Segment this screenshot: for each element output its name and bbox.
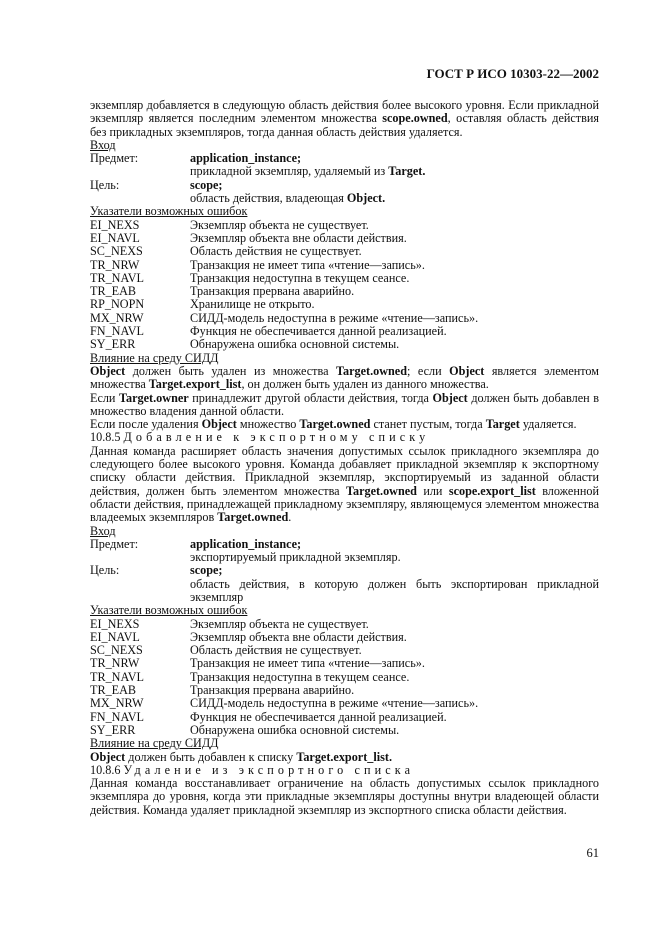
error-desc: Экземпляр объекта вне области действия. [190,629,407,644]
error-desc: Обнаружена ошибка основной системы. [190,337,400,352]
bold-term: Target [485,417,520,432]
text-run: должен быть добавлен к списку [125,749,297,764]
text-run: , он должен быть удален из данного множества. [241,377,489,392]
text-run: должен быть удален из множества [125,363,337,378]
s2-goal-name: scope; [190,563,223,578]
error-row [90,219,599,232]
s2-intro [90,445,599,525]
s1-subject-label: Предмет: [90,151,139,166]
error-code: TR_EAB [90,683,137,698]
error-desc: Область действия не существует. [190,244,362,259]
error-row [90,312,599,325]
error-desc: Экземпляр объекта не существует. [190,616,369,631]
bold-term: Object. [346,191,386,206]
s3-number: 10.8.6 [90,762,121,777]
error-desc: Транзакция не имеет типа «чтение—запись». [190,656,425,671]
s2-errors-label: Указатели возможных ошибок [90,603,248,618]
s2-number: 10.8.5 [90,430,121,445]
s1-input-label: Вход [90,137,116,152]
bold-term: Target. [388,164,426,179]
s2-subject-desc: экспортируемый прикладной экземпляр. [190,550,401,565]
error-code: EI_NAVL [90,230,140,245]
error-code: TR_NAVL [90,669,144,684]
s2-input-label: Вход [90,523,116,538]
error-row [90,285,599,298]
error-code: FN_NAVL [90,709,144,724]
error-desc: СИДД-модель недоступна в режиме «чтение—запись». [190,696,479,711]
error-code: MX_NRW [90,310,144,325]
bold-term: Object [90,363,126,378]
error-row [90,232,599,245]
text-run: множество [236,417,300,432]
effect-paragraph [90,392,599,419]
error-desc: Функция не обеспечивается данной реализацией. [190,324,447,339]
text-run: вложенной области действия, принадлежащей прикладному экземпляру, являющемуся элементом множества владеемых экземпляров [90,483,599,525]
text-run: ; если [407,363,450,378]
error-row [90,644,599,657]
bold-term: Target.owned [299,417,371,432]
error-row [90,711,599,724]
page-header: ГОСТ Р ИСО 10303-22—2002 [426,66,599,81]
error-row [90,259,599,272]
bold-term: Target.owned [345,483,417,498]
error-desc: Транзакция прервана аварийно. [190,284,355,299]
s1-goal-label: Цель: [90,177,120,192]
error-desc: Транзакция не имеет типа «чтение—запись». [190,257,425,272]
error-desc: Хранилище не открыто. [190,297,315,312]
error-row [90,697,599,710]
s3-title: Удаление из экспортного списка [123,762,415,777]
error-desc: Обнаружена ошибка основной системы. [190,722,400,737]
s3-intro: Данная команда восстанавливает ограничение на область допустимых ссылок прикладного экземпляра до уровня, когда эти прикладные экземпляры доступны внутри владеющей области действия. Команда удаляет прикладной экземпляр из экспортного списка области действия. [90,776,599,817]
s1-effect-label: Влияние на среду СИДД [90,350,219,365]
error-row [90,631,599,644]
text-run: Данная команда расширяет область значения допустимых ссылок прикладного экземпляра до следующего более высокого уровня. Команда добавляет прикладной экземпляр к экспортному списку области действия. Прикладной экземпляр, экспортируемый из заданной области действия, должен быть элементом множества [90,443,599,498]
error-row [90,298,599,311]
s1-goal-name: scope; [190,177,223,192]
bold-term: scope.export_list [448,483,536,498]
error-desc: Транзакция недоступна в текущем сеансе. [190,669,410,684]
bold-term: Object [90,749,126,764]
bold-term: scope.owned [382,111,448,126]
s2-subject-name: application_instance; [190,536,302,551]
error-code: EI_NEXS [90,217,140,232]
error-desc: Область действия не существует. [190,643,362,658]
bold-term: Object [449,363,485,378]
error-desc: Экземпляр объекта вне области действия. [190,230,407,245]
error-row [90,338,599,351]
error-code: TR_NRW [90,257,140,272]
bold-term: Target.export_list [148,377,242,392]
error-row [90,245,599,258]
error-row [90,724,599,737]
error-code: TR_EAB [90,284,137,299]
s1-effect-paras [90,365,599,431]
error-code: RP_NOPN [90,297,145,312]
error-code: TR_NRW [90,656,140,671]
s2-title: Добавление к экспортному списку [123,430,430,445]
s2-subject-row [90,538,599,551]
s2-goal-label: Цель: [90,563,120,578]
error-desc: Функция не обеспечивается данной реализацией. [190,709,447,724]
s1-errors-list [90,219,599,352]
bold-term: Target.owned [217,510,289,525]
page-content [90,99,599,817]
error-row [90,671,599,684]
text-run: или [416,483,449,498]
s2-subject-label: Предмет: [90,536,139,551]
error-code: SC_NEXS [90,244,143,259]
s2-goal-row [90,564,599,577]
s1-subject-name: application_instance; [190,151,302,166]
error-code: EI_NEXS [90,616,140,631]
bold-term: Target.owned [336,363,407,378]
s1-goal-desc [90,192,599,205]
error-code: MX_NRW [90,696,144,711]
error-code: TR_NAVL [90,270,144,285]
text-run: принадлежит другой области действия, тогда [188,390,433,405]
error-desc: Экземпляр объекта не существует. [190,217,369,232]
s2-errors-list [90,618,599,738]
s2-heading [90,431,599,444]
bold-term: Target.owner [119,390,189,405]
error-code: SY_ERR [90,722,136,737]
error-desc: Транзакция прервана аварийно. [190,683,355,698]
effect-paragraph [90,418,599,431]
error-row [90,272,599,285]
error-code: SY_ERR [90,337,136,352]
text-run: . [288,510,292,525]
error-row [90,325,599,338]
text-run: прикладной экземпляр, удаляемый из [190,164,389,179]
text-run: Если после удаления [90,417,202,432]
s2-effect [90,751,599,764]
error-row [90,657,599,670]
bold-term: Object [432,390,468,405]
s1-subject-row [90,152,599,165]
error-code: FN_NAVL [90,324,144,339]
error-row [90,618,599,631]
bold-term: Target.export_list. [296,749,392,764]
text-run: область действия, владеющая [190,191,347,206]
text-run: экземпляр добавляется в следующую область действия более высокого уровня. Если прикладной экземпляр является последним элементом множества [90,98,599,126]
s3-heading [90,764,599,777]
s1-errors-label: Указатели возможных ошибок [90,204,248,219]
error-code: EI_NAVL [90,629,140,644]
text-run: , оставляя область действия без прикладных экземпляров, тогда данная область действия удаляется. [90,111,599,139]
bold-term: Object [201,417,237,432]
s1-goal-row [90,179,599,192]
page-number: 61 [586,846,599,860]
s2-goal-desc: область действия, в которую должен быть экспортирован прикладной экземпляр [190,576,599,604]
s1-subject-desc [90,165,599,178]
error-desc: СИДД-модель недоступна в режиме «чтение—запись». [190,310,479,325]
text-run: удаляется. [519,417,577,432]
error-code: SC_NEXS [90,643,143,658]
text-run: Если [90,390,120,405]
text-run: должен быть добавлен в множество владения данной области. [90,390,599,418]
intro-paragraph [90,99,599,139]
error-row [90,684,599,697]
effect-paragraph [90,365,599,392]
s2-effect-label: Влияние на среду СИДД [90,736,219,751]
text-run: станет пустым, тогда [370,417,486,432]
text-run: является элементом множества [90,363,599,392]
error-desc: Транзакция недоступна в текущем сеансе. [190,270,410,285]
